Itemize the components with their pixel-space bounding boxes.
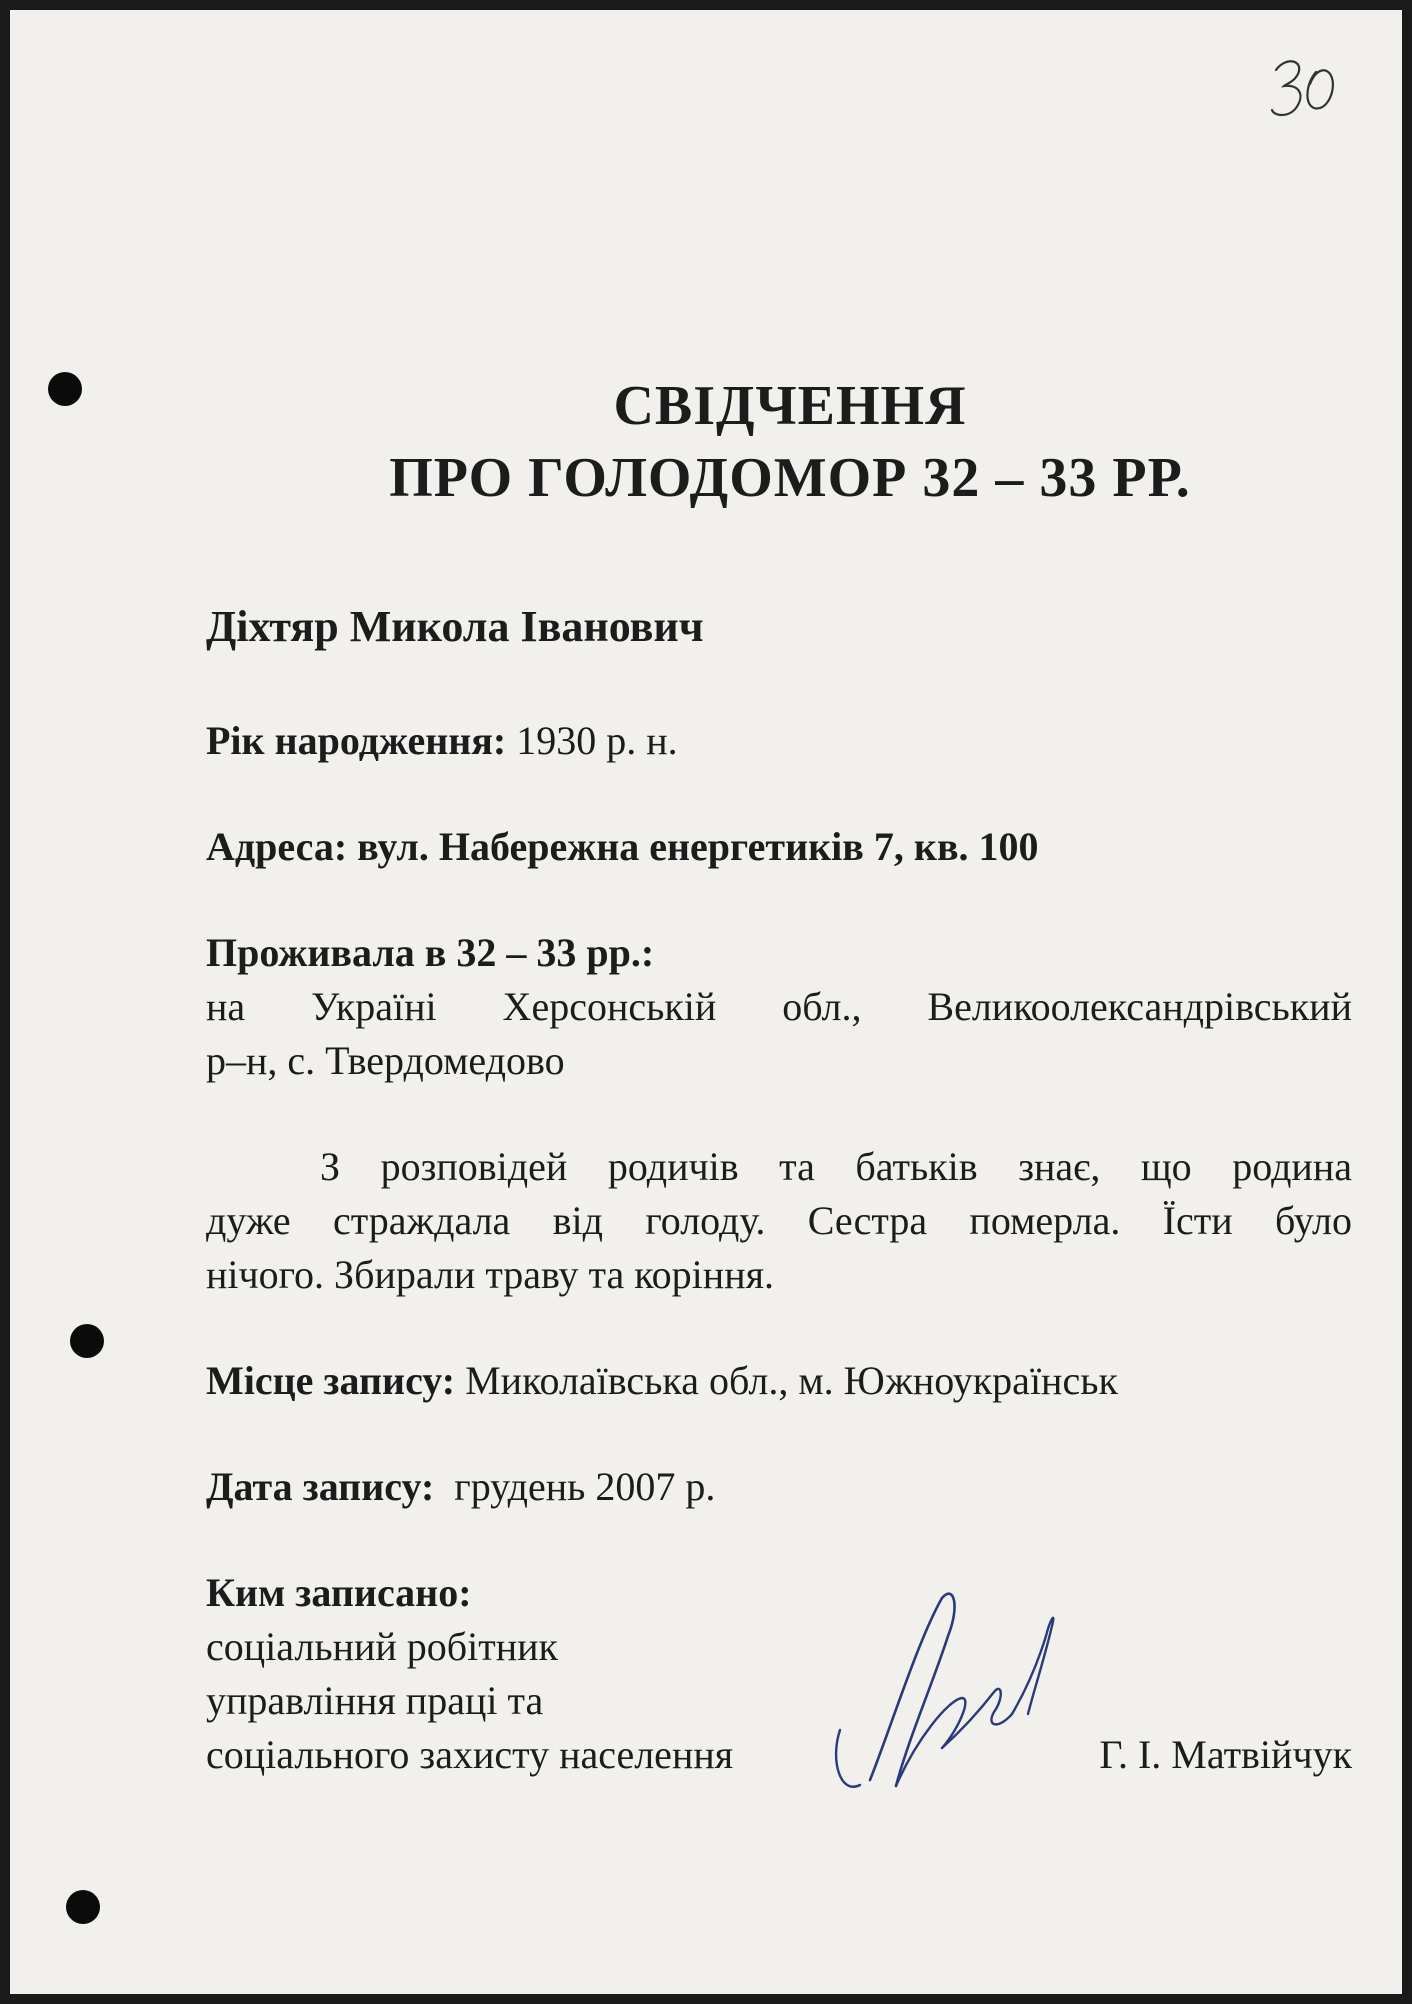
residence-label: Проживала в 32 – 33 рр.: (206, 930, 655, 975)
residence-line-2: р–н, с. Твердомедово (206, 1038, 565, 1083)
handwritten-page-number (1258, 48, 1348, 138)
document-title (10, 370, 1402, 514)
binder-hole-bottom (66, 1890, 100, 1924)
title-line-1: СВІДЧЕННЯ (613, 375, 967, 437)
address-label: Адреса: (206, 824, 348, 869)
recorder-name: Г. І. Матвійчук (1099, 1732, 1352, 1777)
testimony-line-3: нічого. Збирали траву та коріння. (206, 1252, 775, 1297)
title-line-2: ПРО ГОЛОДОМОР 32 – 33 РР. (389, 447, 1191, 509)
binder-hole-middle (70, 1324, 104, 1358)
record-place-value: Миколаївська обл., м. Южноукраїнськ (465, 1358, 1118, 1403)
record-date-value: грудень 2007 р. (454, 1464, 716, 1509)
testimony-line-1: З розповідей родичів та батьків знає, що родина (320, 1144, 1352, 1189)
record-date-field (206, 1460, 1352, 1514)
document-page (10, 10, 1402, 1994)
recorder-signature-line (206, 1728, 1352, 1782)
residence-line-1: на Україні Херсонській обл., Великоолександрівський (206, 984, 1352, 1029)
handwritten-signature (830, 1580, 1090, 1820)
residence-field (206, 926, 1352, 1088)
record-place-field (206, 1354, 1352, 1408)
birth-year-value: 1930 р. н. (516, 718, 678, 763)
address-field (206, 820, 1352, 874)
record-place-label: Місце запису: (206, 1358, 456, 1403)
recorder-label: Ким записано: (206, 1570, 472, 1615)
person-name: Діхтяр Микола Іванович (206, 602, 704, 651)
recorder-line-1: соціальний робітник (206, 1624, 558, 1669)
birth-year-label: Рік народження: (206, 718, 507, 763)
recorder-field (206, 1566, 1352, 1782)
address-value: вул. Набережна енергетиків 7, кв. 100 (357, 824, 1039, 869)
document-body (206, 600, 1352, 1782)
recorder-line-2: управління праці та (206, 1678, 544, 1723)
record-date-label: Дата запису: (206, 1464, 435, 1509)
testimony-paragraph (206, 1140, 1352, 1302)
birth-year-field (206, 714, 1352, 768)
testimony-line-2: дуже страждала від голоду. Сестра померла. Їсти було (206, 1198, 1352, 1243)
recorder-line-3: соціального захисту населення (206, 1732, 734, 1777)
